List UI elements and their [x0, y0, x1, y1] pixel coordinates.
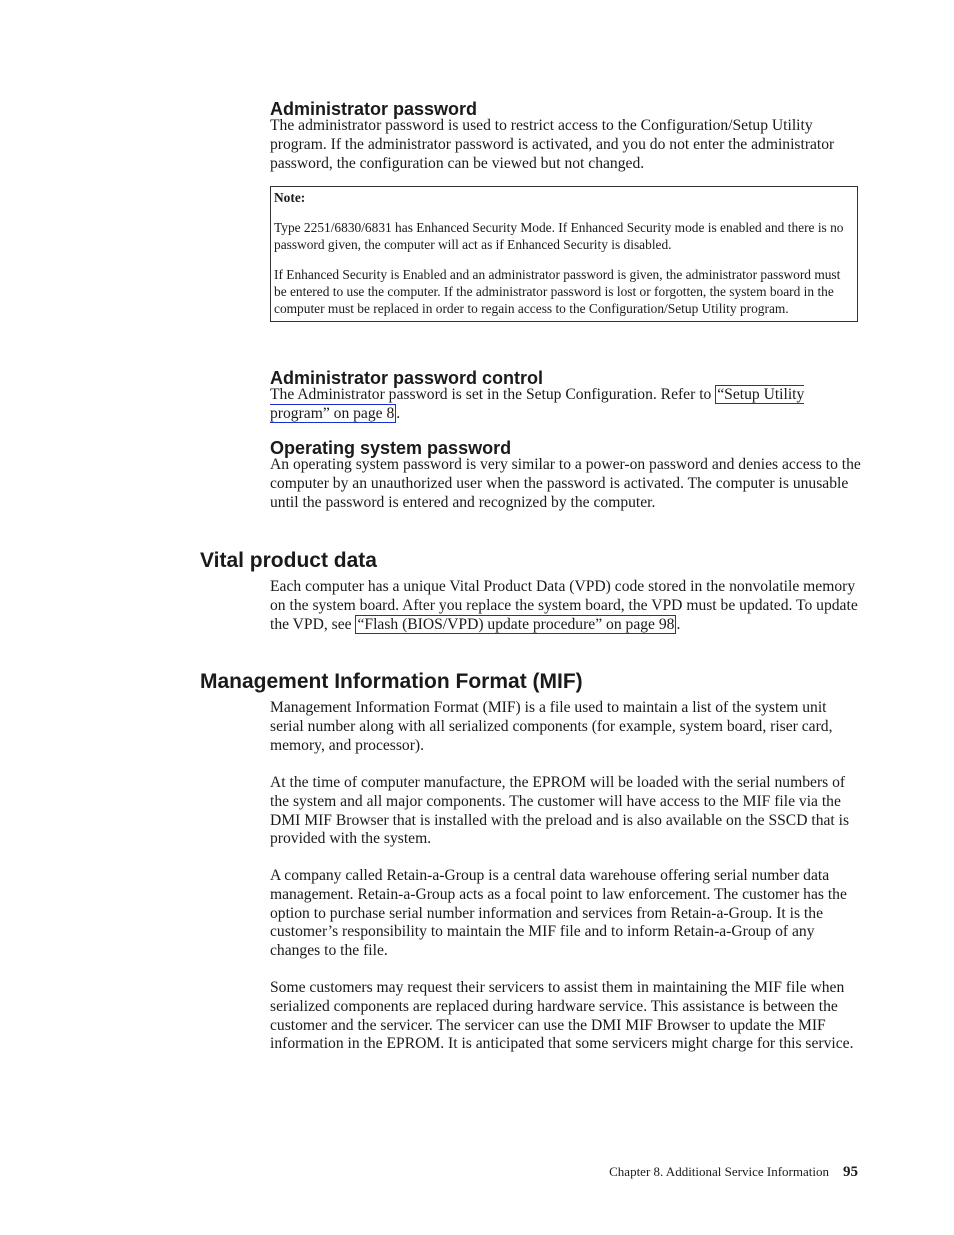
admin-password-control-text — [270, 386, 862, 424]
admin-password-heading: Administrator password — [270, 99, 478, 119]
flash-update-link[interactable]: “Flash (BIOS/VPD) update procedure” on page 98 — [357, 615, 675, 633]
setup-utility-link[interactable]: “Setup Utility program” on page 8 — [270, 386, 805, 422]
footer-chapter: Chapter 8. Additional Service Information — [609, 1164, 829, 1179]
admin-password-control-text-after: . — [396, 404, 401, 422]
vpd-text-after: . — [676, 615, 681, 633]
admin-password-text: The administrator password is used to restrict access to the Configuration/Setup Utility program. If the administrator password is activated, and you do not enter the administrator password, the configuration can be viewed but not changed. — [270, 117, 835, 172]
page-number: 95 — [843, 1164, 858, 1180]
note-paragraph-2: If Enhanced Security is Enabled and an administrator password is given, the administrator password must be entered to use the computer. If the administrator password is lost or forgotten, the system board in the computer must be replaced in order to regain access to the Configuration/Setup Utility program. — [274, 267, 841, 316]
mif-heading: Management Information Format (MIF) — [200, 670, 583, 693]
os-password-heading: Operating system password — [270, 438, 512, 458]
vpd-text — [270, 578, 862, 634]
note-label: Note: — [274, 190, 306, 205]
mif-paragraph-4: Some customers may request their servicers to assist them in maintaining the MIF file when serialized components are replaced during hardware service. This assistance is between the customer and the servicer. The servicer can use the DMI MIF Browser to update the MIF information in the EPROM. It is anticipated that some servicers might charge for this service. — [270, 979, 854, 1053]
os-password-text: An operating system password is very similar to a power-on password and denies access to the computer by an unauthorized user when the password is activated. The computer is unusable until the password is entered and recognized by the computer. — [270, 456, 861, 511]
mif-paragraph-3: A company called Retain-a-Group is a central data warehouse offering serial number data management. Retain-a-Group acts as a focal point to law enforcement. The customer has the option to purchase serial number information and services from Retain-a-Group. It is the customer’s responsibility to maintain the MIF file and to inform Retain-a-Group of any changes to the file. — [270, 867, 847, 960]
mif-paragraph-1: Management Information Format (MIF) is a file used to maintain a list of the system unit serial number along with all serialized components (for example, system board, riser card, memory, and processor). — [270, 699, 833, 754]
admin-password-control-text-before: The Administrator password is set in the Setup Configuration. Refer to — [270, 386, 716, 403]
note-box — [270, 186, 858, 322]
note-paragraph-1: Type 2251/6830/6831 has Enhanced Security Mode. If Enhanced Security mode is enabled and there is no password given, the computer will act as if Enhanced Security is disabled. — [274, 220, 844, 252]
vpd-heading: Vital product data — [200, 549, 377, 572]
admin-password-control-heading: Administrator password control — [270, 368, 544, 388]
mif-paragraph-2: At the time of computer manufacture, the EPROM will be loaded with the serial numbers of the system and all major components. The customer will have access to the MIF file via the DMI MIF Browser that is installed with the preload and is also available on the SSCD that is provided with the system. — [270, 774, 850, 848]
vpd-text-before: Each computer has a unique Vital Product Data (VPD) code stored in the nonvolatile memory on the system board. After you replace the system board, the VPD must be updated. To update the VPD, see — [270, 578, 858, 633]
page-footer — [560, 1163, 858, 1181]
